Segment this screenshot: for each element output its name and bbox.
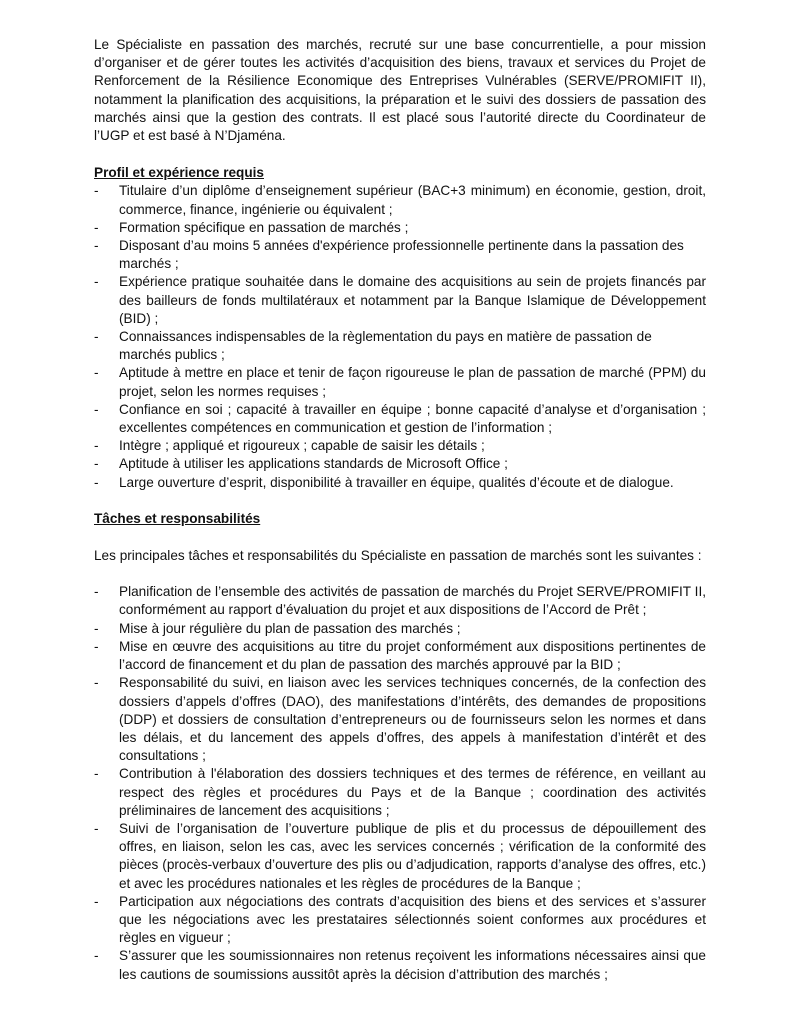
list-item: - Participation aux négociations des contrats d’acquisition des biens et des services et s’assurer que les négociations avec les prestataires sélectionnés soient conformes aux procédures et règles en vigueur ; bbox=[94, 893, 706, 948]
list-item: - Large ouverture d’esprit, disponibilité à travailler en équipe, qualités d’écoute et de dialogue. bbox=[94, 474, 706, 492]
list-item: - Mise en œuvre des acquisitions au titre du projet conformément aux dispositions pertinentes de l’accord de financement et du plan de passation des marchés approuvé par la BID ; bbox=[94, 638, 706, 674]
list-item: - Mise à jour régulière du plan de passation des marchés ; bbox=[94, 620, 706, 638]
taches-lead: Les principales tâches et responsabilités du Spécialiste en passation de marchés sont les suivantes : bbox=[94, 548, 702, 564]
section-title-profil: Profil et expérience requis bbox=[94, 165, 264, 181]
list-item: - Connaissances indispensables de la règlementation du pays en matière de passation de marchés publics ; bbox=[94, 328, 706, 364]
section-title-taches: Tâches et responsabilités bbox=[94, 510, 261, 526]
list-item: - Formation spécifique en passation de marchés ; bbox=[94, 219, 706, 237]
profil-list bbox=[94, 182, 706, 491]
list-item: - Responsabilité du suivi, en liaison avec les services techniques concernés, de la confection des dossiers d’appels d’offres (DAO), des manifestations d’intérêts, des demandes de propositions (DDP) et dossiers de consultation d’entrepreneurs ou de fournisseurs selon les normes et dans les délais, et du lancement des appels d’offres, des appels à manifestation d’intérêt et des consultations ; bbox=[94, 674, 706, 765]
list-item: - Confiance en soi ; capacité à travailler en équipe ; bonne capacité d’analyse et d’organisation ; excellentes compétences en communication et gestion de l’information ; bbox=[94, 401, 706, 437]
list-item: - Disposant d’au moins 5 années d'expérience professionnelle pertinente dans la passation des marchés ; bbox=[94, 237, 706, 273]
list-item: - Aptitude à mettre en place et tenir de façon rigoureuse le plan de passation de marché (PPM) du projet, selon les normes requises ; bbox=[94, 364, 706, 400]
taches-list bbox=[94, 583, 706, 983]
list-item: - Planification de l’ensemble des activités de passation de marchés du Projet SERVE/PROMIFIT II, conformément au rapport d’évaluation du projet et aux dispositions de l’Accord de Prêt ; bbox=[94, 583, 706, 619]
list-item: - Titulaire d’un diplôme d’enseignement supérieur (BAC+3 minimum) en économie, gestion, droit, commerce, finance, ingénierie ou équivalent ; bbox=[94, 182, 706, 218]
list-item: - Suivi de l’organisation de l’ouverture publique de plis et du processus de dépouillement des offres, en liaison, selon les cas, avec les services concernés ; vérification de la conformité des pièces (procès-verbaux d’ouverture des plis ou d’adjudication, rapports d’analyse des offres, etc.) et avec les procédures nationales et les règles de procédures de la Banque ; bbox=[94, 820, 706, 893]
document-page bbox=[94, 36, 706, 984]
list-item: - Intègre ; appliqué et rigoureux ; capable de saisir les détails ; bbox=[94, 437, 706, 455]
intro-paragraph: Le Spécialiste en passation des marchés, recruté sur une base concurrentielle, a pour mission d’organiser et de gérer toutes les activités d’acquisition des biens, travaux et services du Projet de Renforcement de la Résilience Economique des Entreprises Vulnérables (SERVE/PROMIFIT II), notamment la planification des acquisitions, la préparation et le suivi des dossiers de passation des marchés ainsi que la gestion des contrats. Il est placé sous l’autorité directe du Coordinateur de l’UGP et est basé à N’Djaména. bbox=[94, 37, 706, 144]
list-item: - S’assurer que les soumissionnaires non retenus reçoivent les informations nécessaires ainsi que les cautions de soumissions aussitôt après la décision d’attribution des marchés ; bbox=[94, 947, 706, 983]
list-item: - Expérience pratique souhaitée dans le domaine des acquisitions au sein de projets financés par des bailleurs de fonds multilatéraux et notamment par la Banque Islamique de Développement (BID) ; bbox=[94, 273, 706, 328]
list-item: - Contribution à l'élaboration des dossiers techniques et des termes de référence, en veillant au respect des règles et procédures du Pays et de la Banque ; coordination des activités préliminaires de lancement des acquisitions ; bbox=[94, 765, 706, 820]
list-item: - Aptitude à utiliser les applications standards de Microsoft Office ; bbox=[94, 455, 706, 473]
